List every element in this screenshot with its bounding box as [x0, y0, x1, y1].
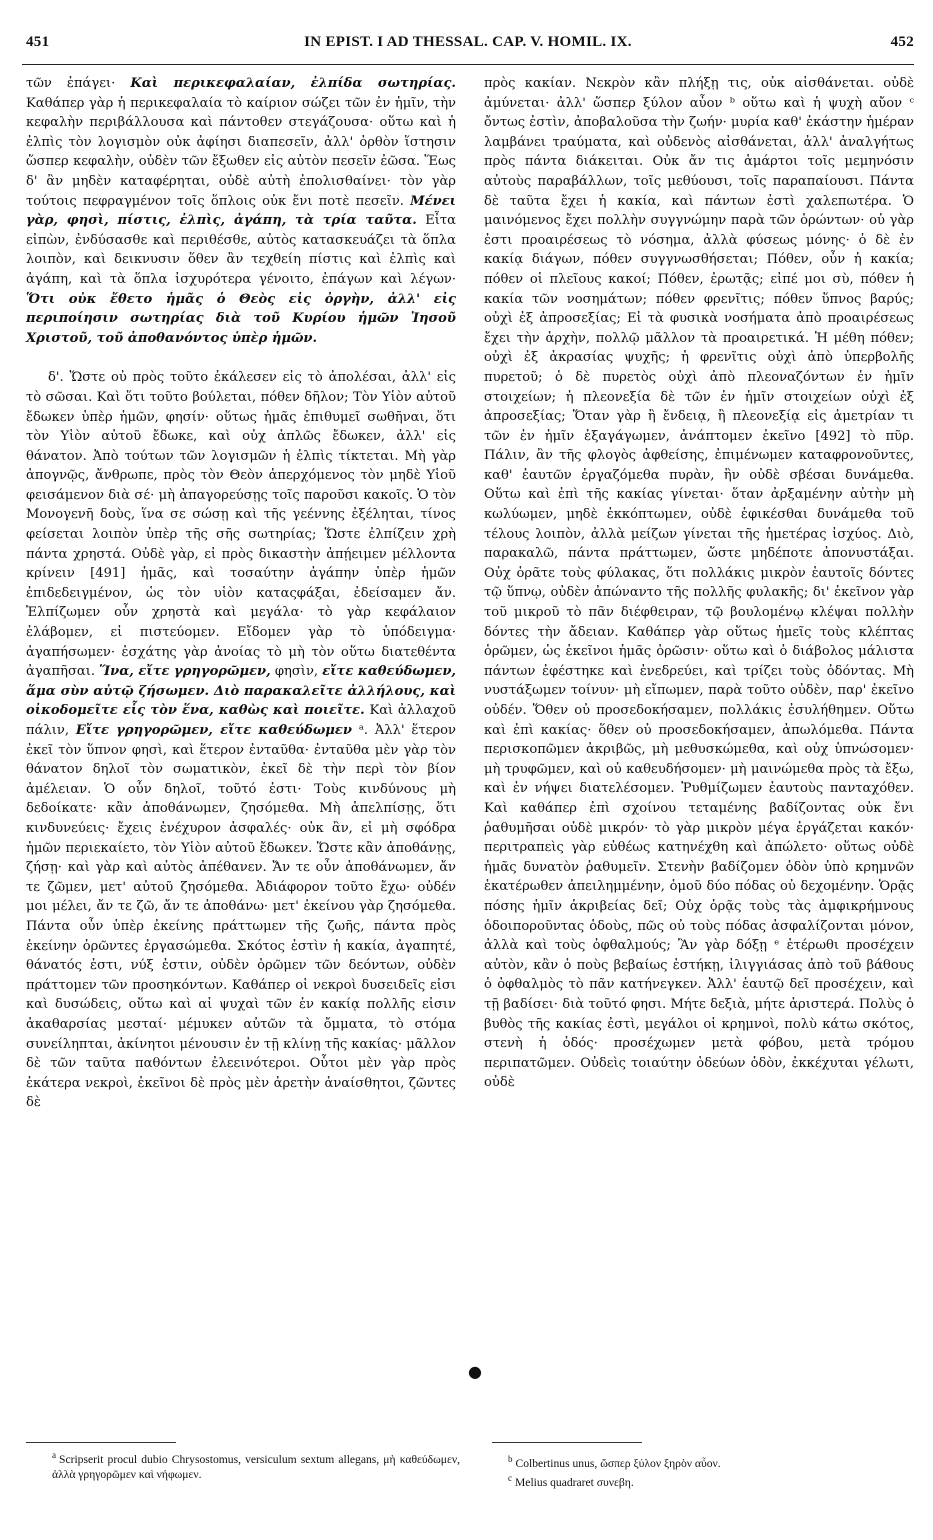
margin-bullet-icon: ●: [468, 1362, 482, 1381]
page-number-left: 451: [26, 34, 50, 50]
right-paragraph: [484, 74, 914, 1093]
text-span: Καὶ ἀλλαχοῦ πάλιν,: [26, 703, 456, 738]
scripture-quote: Ἵνα, εἴτε γρηγορῶμεν,: [99, 664, 271, 680]
footnote-text: Colbertinus unus, ὥσπερ ξύλον ξηρὸν αὖον.: [515, 1456, 721, 1470]
footnote-item: [508, 1452, 908, 1471]
footnote-ref-c: ᶜ: [909, 95, 914, 111]
footnotes-right: [508, 1452, 908, 1490]
running-title: IN EPIST. I AD THESSAL. CAP. V. HOMIL. IX.: [304, 34, 632, 50]
footnote-mark: b: [508, 1454, 513, 1464]
footnote-ref-e: ᵉ: [774, 938, 780, 954]
scripture-quote: Ὅτι οὐκ ἔθετο ἡμᾶς ὁ Θεὸς εἰς ὀργὴν, ἀλλ' εἰς περιποίησιν σωτηρίας διὰ τοῦ Κυρίου ἡμῶν Ἰησοῦ Χριστοῦ, τοῦ ἀποθανόντος ὑπὲρ ἡμῶν.: [26, 291, 456, 346]
scripture-quote: Εἴτε γρηγορῶμεν, εἴτε καθεύδωμεν: [75, 723, 352, 738]
left-paragraph-1: [26, 74, 456, 348]
footnote-rule-right: [492, 1442, 642, 1443]
text-span: ᵃ. Ἀλλ' ἕτερον ἐκεῖ τὸν ὕπνον φησὶ, καὶ ἕτερον ἐνταῦθα· ἐνταῦθα μὲν γὰρ τὸν θάνατον δηλοῖ τὸν σωματικὸν, ἐκεῖ δὲ τὴν περὶ τὸν βίον ἀμέλειαν. Ὁ οὖν δηλοῖ, τοῦτό ἐστι· Τοὺς κινδύνους μὴ δεδοίκατε· κἂν ἀποθάνωμεν, ζησόμεθα. Μὴ ἀπελπίσῃς, ὅτι κινδυνεύεις· ἔχεις ἐνέχυρον ἀσφαλές· οὐκ ἂν, εἰ μὴ σφόδρα ἡμῶν περιεκαίετο, τὸν Υἱὸν αὐτοῦ ἔδωκεν. Ὥστε κἂν ἀποθάνῃς, ζήσῃ· καὶ γὰρ καὶ αὐτὸς ἀπέθανεν. Ἄν τε οὖν ἀποθάνωμεν, ἄν τε ζῶμεν, μετ' αὐτοῦ ζησόμεθα. Ἀδιάφορον τοῦτο ἔχω· οὐδέν μοι μέλει, ἄν τε ζῶ, ἄν τε ἀποθάνω· μετ' ἐκείνου γὰρ ζησόμεθα. Πάντα οὖν ὑπὲρ ἐκείνης πράττωμεν τῆς ζωῆς, πάντα πρὸς ἐκείνην ὁρῶντες ἐργασώμεθα. Σκότος ἐστὶν ἡ κακία, ἀγαπητέ, θάνατός ἐστι, νύξ ἐστιν, οὐδὲν ὁρῶμεν τῶν δεόντων, οὐδὲν πράττομεν τῶν προσηκόντων. Καθάπερ οἱ νεκροὶ δυσειδεῖς εἰσι καὶ δυσώδεις, οὕτω καὶ αἱ ψυχαὶ τῶν ἐν κακίᾳ πολλῆς εἰσιν ἀκαθαρσίας μεσταί· μέμυκεν αὐτῶν τὰ ὄμματα, τὸ στόμα συνείληπται, ἀκίνητοι μένουσιν ἐν τῇ κλίνῃ τῆς κακίας· μᾶλλον δὲ τῶν ταῦτα παθόντων ἐλεεινότεροι. Οὗτοι μὲν γὰρ πρὸς ἑκάτερα νεκροὶ, ἐκεῖνοι δὲ πρὸς μὲν ἀρετὴν ἀναίσθητοι, ζῶντες δὲ: [26, 723, 456, 1111]
scripture-quote: Μένει γὰρ, φησὶ, πίστις, ἐλπὶς, ἀγάπη, τὰ τρία ταῦτα.: [26, 193, 456, 229]
right-column: [484, 74, 914, 1464]
text-span: ἑτέρωθι προσέχειν αὐτὸν, κἂν ὁ ποὺς βεβαίως ἑστήκῃ, ἰλιγγιάσας ἀπὸ τοῦ βάθους ὁ ὀφθαλμὸς τὸ πᾶν κατήνεγκεν. Ἀλλ' ἑαυτῷ δεῖ προσέχειν, καὶ τῇ βαδίσει· διὰ τοῦτό φησι. Μήτε δεξιὰ, μήτε ἀριστερά. Πολὺς ὁ βυθὸς τῆς κακίας ἐστὶ, μεγάλοι οἱ κρημνοὶ, πολὺ κάτω σκότος, στενὴ ἡ ὁδός· προσέχωμεν μετὰ φόβου, μετὰ τρόμου περιπατῶμεν. Οὐδεὶς τοιαύτην ὁδεύων ὁδὸν, ἐκκέχυται γέλωτι, οὐδὲ: [484, 938, 914, 1091]
left-paragraph-2: [26, 368, 456, 1113]
text-span: ὄντως ἐστὶν, ἀποβαλοῦσα τὴν ζωήν· μυρία καθ' ἑκάστην ἡμέραν λαμβάνει τραύματα, καὶ οὐδενὸς αἰσθάνεται, ἀλλ' ἀναλγήτως πρὸς πάντα διάκειται. Οὐκ ἄν τις ἁμάρτοι τοῖς μεμηνόσιν αὐτοὺς παραβάλλων, τοῖς μεθύουσι, τοῖς παραπαίουσι. Πάντα δὲ ταῦτα ἔχει ἡ κακία, καὶ πάντων ἐστὶ χαλεπωτέρα. Ὁ μαινόμενος ἔχει πολλὴν συγγνώμην παρὰ τῶν ὁρώντων· οὐ γὰρ ἐστι προαιρέσεως τὸ νόσημα, ἀλλὰ φύσεως μόνης· ὁ δὲ ἐν κακίᾳ διάγων, πόθεν συγγνωσθήσεται; Πόθεν, οὖν ἡ κακία; πόθεν οἱ πλεῖους κακοί; Πόθεν, ἐρωτᾷς; εἰπέ μοι σὺ, πόθεν ἡ κακία τῶν νοσημάτων; πόθεν φρενῖτις; πόθεν ὕπνος βαρύς; οὐχὶ ἐξ ἀπροσεξίας; Εἰ τὰ φυσικὰ νοσήματα ἀπὸ προαιρέσεως ἔχει τὴν ἀρχὴν, πολλῷ μᾶλλον τὰ προαιρετικά. Ἡ μέθη πόθεν; οὐχὶ ἐξ ἀκρασίας ψυχῆς; ἡ φρενῖτις οὐχὶ ἀπὸ ὑπερβολῆς πυρετοῦ; ὁ δὲ πυρετὸς οὐχὶ ἀπὸ πλεοναζόντων ἐν ἡμῖν στοιχείων; ἡ πλεονεξία δὲ τῶν ἐν ἡμῖν στοιχείων οὐχὶ ἐξ ἀπροσεξίας; Ὅταν γὰρ ἢ ἔνδειᾳ, ἢ πλεονεξίᾳ εἰς ἀμετρίαν τι τῶν ἐν ἡμῖν ἐξαγάγωμεν, ἀνάπτομεν ἐκεῖνο [492] τὸ πῦρ. Πάλιν, ἂν τῆς φλογὸς ἀφθείσης, ἐπιμένωμεν καταφρονοῦντες, καθ' ἑαυτῶν ἐργαζόμεθα πυρὰν, ἣν οὐδὲ σβέσαι δυνάμεθα. Οὕτω καὶ ἐπὶ τῆς κακίας γίνεται· ὅταν ἀρξαμένην αὐτὴν μὴ κωλύωμεν, μηδὲ ἐκκόπτωμεν, οὐδὲ ἐφικέσθαι δυνάμεθα τοῦ τέλους λοιπὸν, ἀλλὰ μείζων γίνεται τῆς ἡμετέρας ἰσχύος. Διὸ, παρακαλῶ, πάντα πράττωμεν, ὥστε μηδέποτε ἀπονυστάξαι. Οὐχ ὁρᾶτε τοὺς φύλακας, ὅτι πολλάκις μικρὸν ἑαυτοῖς δόντες τῷ ὕπνῳ, οὐδὲν ἀπώναντο τῆς πολλῆς φυλακῆς; δι' ἐκεῖνον γὰρ τοῦ μικροῦ τὸ πᾶν διέφθειραν, τῷ βουλομένῳ κλέψαι πολλὴν δόντες τὴν ἄδειαν. Καθάπερ γὰρ οὕτως ἡμεῖς τοὺς κλέπτας ὁρῶμεν, ὡς ἐκεῖνοι ἡμᾶς ὁρῶσιν· οὕτω καὶ ὁ διάβολος μάλιστα πάντων ἐφέστηκε καὶ ἐνεδρεύει, καὶ τρίζει τοὺς ὀδόντας. Μὴ νυστάξωμεν τοίνυν· μὴ εἴπωμεν, παρὰ τοῦτο οὐδὲν, παρ' ἐκεῖνο οὐδέν. Ὅθεν οὐ προσεδοκήσαμεν, πολλάκις ἐσυλήθημεν. Οὕτω καὶ ἐπὶ κακίας· ὅθεν οὐ προσεδοκήσαμεν, ἀπωλόμεθα. Πάντα περισκοπῶμεν ἀκριβῶς, μὴ μεθυσκώμεθα, καὶ οὐχ ὑπνώσομεν· μὴ τρυφῶμεν, καὶ οὐ καθευδήσομεν· μὴ μαινώμεθα πρὸς τὰ ἔξω, καὶ ἐν νήψει διατελέσομεν. Ῥυθμίζωμεν ἑαυτοὺς πανταχόθεν. Καὶ καθάπερ ἐπὶ σχοίνου τεταμένης βαδίζοντας οὐκ ἔνι ῥαθυμῆσαι οὐδὲ μικρόν· τὸ γὰρ μικρὸν μέγα ἐργάζεται κακόν· περιτραπεὶς γὰρ εὐθέως κατηνέχθη καὶ ἀπώλετο· οὕτως οὐδὲ ἡμᾶς δυνατὸν ῥαθυμεῖν. Στενὴν βαδίζομεν ὁδὸν ὑπὸ κρημνῶν ἑκατέρωθεν ἀπειλημμένην, ὁμοῦ δύο πόδας οὐ δεχομένην. Ὁρᾷς πόσης ἡμῖν ἀκριβείας δεῖ; Οὐχ ὁρᾷς τοὺς τὰς ἀμφικρήμνους ὁδοιποροῦντας ὁδοὺς, πῶς οὐ τοὺς πόδας ἀσφαλίζονται μόνον, ἀλλὰ καὶ τοὺς ὀφθαλμούς; Ἂν γὰρ δόξῃ: [484, 115, 914, 954]
text-span: οὕτω καὶ ἡ ψυχὴ αὔον: [735, 95, 910, 111]
text-span: φησὶν,: [274, 664, 319, 680]
footnote-item: [508, 1471, 908, 1490]
text-span: τῶν ἐπάγει·: [26, 76, 116, 91]
footnote-mark: a: [52, 1450, 56, 1460]
document-page: [22, 30, 914, 1520]
left-column: [26, 74, 456, 1454]
text-span: πρὸς κακίαν. Νεκρὸν κἂν πλήξῃ τις, οὐκ αἰσθάνεται. οὐδὲ ἀμύνεται· ἀλλ' ὥσπερ ξύλον αὖον: [484, 76, 914, 111]
page-number-right: 452: [890, 34, 914, 50]
footnote-ref-b: ᵇ: [729, 95, 736, 111]
footnote-text: Scripserit procul dubio Chrysostomus, versiculum sextum allegans, μὴ καθεύδωμεν, ἀλλὰ γρηγορῶμεν καὶ νήφωμεν.: [52, 1452, 460, 1481]
header-rule: [22, 64, 914, 65]
running-header: [22, 30, 914, 54]
text-span: Καθάπερ γὰρ ἡ περικεφαλαία τὸ καίριον σώζει τῶν ἐν ἡμῖν, τὴν κεφαλὴν περιβάλλουσα καὶ πάντοθεν στεγάζουσα· οὕτω καὶ ἡ ἐλπὶς τὸν λογισμὸν οὐκ ἀφίησι διαπεσεῖν, ἀλλ' ὀρθὸν ἵστησιν ὥσπερ κεφαλὴν, οὐδὲν τῶν ἔξωθεν εἰς αὐτὸν πεσεῖν ἐῶσα. Ἕως δ' ἂν μηδὲν καταφέρηται, οὐδὲ αὐτὴ ἐπολισθαίνει· τὸν γὰρ τούτοις πεφραγμένον τοῖς ὅπλοις οὐκ ἔνι ποτὲ πεσεῖν.: [26, 95, 456, 209]
footnote-mark: c: [508, 1472, 512, 1483]
scripture-quote: Καὶ περικεφαλαίαν, ἐλπίδα σωτηρίας.: [130, 76, 456, 91]
footnote-rule-left: [26, 1442, 176, 1443]
text-span: Εἶτα εἰπὼν, ἐνδύσασθε καὶ περιθέσθε, αὐτὸς κατασκευάζει τὰ ὅπλα λοιπὸν, καὶ δεικνυσιν ὅθεν ἂν τεχθείη πίστις καὶ ἐλπὶς καὶ ἀγάπη, καὶ τὰ ὅπλα ἰσχυρότερα γένοιτο, ἐπάγων καὶ λέγων·: [26, 213, 456, 287]
footnote-text: Melius quadraret συνεβη.: [515, 1475, 634, 1489]
footnote-left: [52, 1448, 460, 1482]
scripture-quote: εἴτε καθεύδωμεν, ἅμα σὺν αὐτῷ ζήσωμεν. Διὸ παρακαλεῖτε ἀλλήλους, καὶ οἰκοδομεῖτε εἷς τὸν ἕνα, καθὼς καὶ ποιεῖτε.: [26, 664, 456, 719]
text-span: δ'. Ὥστε οὐ πρὸς τοῦτο ἐκάλεσεν εἰς τὸ ἀπολέσαι, ἀλλ' εἰς τὸ σῶσαι. Καὶ ὅτι τοῦτο βούλεται, πόθεν δῆλον; Τὸν Υἱὸν αὐτοῦ ἔδωκεν ὑπὲρ ἡμῶν, φησίν· οὕτως ἡμᾶς ἐπιθυμεῖ σωθῆναι, ὅτι τὸν Υἱὸν αὐτοῦ ἔδωκε, καὶ οὐχ ἁπλῶς ἔδωκεν, ἀλλ' εἰς θάνατον. Ἀπὸ τούτων τῶν λογισμῶν ἡ ἐλπὶς τίκτεται. Μὴ γὰρ ἀπογνῷς, ἄνθρωπε, πρὸς τὸν Θεὸν ἀπερχόμενος τὸν μηδὲ Υἱοῦ φεισάμενον διὰ σέ· μὴ ἀπαγορεύσῃς τοῖς παροῦσι κακοῖς. Ὁ τὸν Μονογενῆ δοὺς, ἵνα σε σώσῃ καὶ τῆς γεέννης ἐξέληται, τίνος φείσεται λοιπὸν ὑπὲρ τῆς σῆς σωτηρίας; Ὥστε ἐλπίζειν χρὴ πάντα χρηστά. Οὐδὲ γὰρ, εἰ πρὸς δικαστὴν ἀπῄειμεν μέλλοντα κρίνειν [491] ἡμᾶς, καὶ τοσαύτην ἀγάπην ὑπὲρ ἡμῶν ἐπιδεδειγμένον, ὡς τὸν υἱὸν καταςφάξαι, ἐδείσαμεν ἄν. Ἐλπίζωμεν οὖν χρηστὰ καὶ μεγάλα· τὸ γὰρ κεφάλαιον ἐλάβομεν, εἰ πιστεύομεν. Εἴδομεν γὰρ τὸ ὑπόδειγμα· ἀγαπήσωμεν· ἐσχάτης γὰρ ἀνοίας τὸ μὴ τὸν οὕτω διατεθέντα ἀγαπῆσαι.: [26, 370, 456, 680]
